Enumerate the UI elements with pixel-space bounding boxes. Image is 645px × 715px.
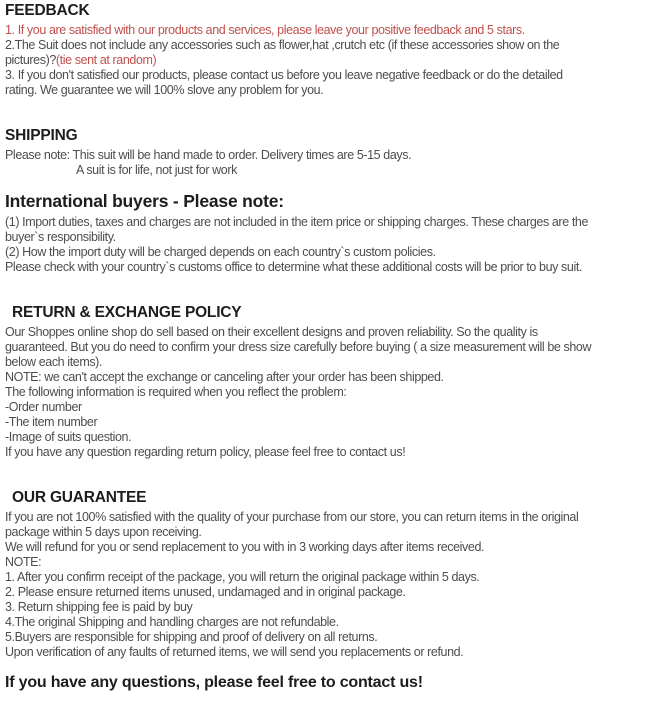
international-buyers-line [5, 230, 637, 245]
body-text: Please note: This suit will be hand made to order. Delivery times are 5-15 days. [5, 148, 412, 162]
section-closing [5, 673, 637, 692]
section-return-exchange-policy [5, 304, 637, 460]
our-guarantee-line [5, 645, 637, 660]
our-guarantee-line [5, 630, 637, 645]
return-exchange-policy-line [5, 445, 637, 460]
body-text: 3. Return shipping fee is paid by buy [5, 600, 193, 614]
our-guarantee-line [5, 600, 637, 615]
our-guarantee-line [5, 540, 637, 555]
our-guarantee-line [5, 615, 637, 630]
body-text: A suit is for life, not just for work [76, 163, 237, 177]
body-text: If you have any questions, please feel free to contact us! [5, 674, 423, 691]
body-text: NOTE: [5, 555, 42, 569]
section-our-guarantee [5, 489, 637, 660]
our-guarantee-line [5, 525, 637, 540]
section-feedback [5, 2, 637, 98]
feedback-heading: FEEDBACK [5, 2, 90, 19]
body-text: package within 5 days upon receiving. [5, 525, 202, 539]
section-shipping [5, 127, 637, 178]
shipping-line [5, 163, 637, 178]
feedback-line [5, 53, 637, 68]
body-text: below each items). [5, 355, 103, 369]
body-text: 1. After you confirm receipt of the package, you will return the original package within 5 days. [5, 570, 480, 584]
body-text: If you are not 100% satisfied with the quality of your purchase from our store, you can return items in the original [5, 510, 579, 524]
international-buyers-heading: International buyers - Please note: [5, 191, 284, 211]
body-text: 5.Buyers are responsible for shipping and proof of delivery on all returns. [5, 630, 378, 644]
body-text: buyer`s responsibility. [5, 230, 116, 244]
our-guarantee-line [5, 555, 637, 570]
body-text: (1) Import duties, taxes and charges are not included in the item price or shipping charges. These charges are the [5, 215, 588, 229]
return-exchange-policy-line [5, 385, 637, 400]
body-text: -The item number [5, 415, 98, 429]
return-exchange-policy-line [5, 325, 637, 340]
international-buyers-line [5, 215, 637, 230]
feedback-line [5, 68, 637, 83]
body-text: If you have any question regarding return policy, please feel free to contact us! [5, 445, 406, 459]
body-text: guaranteed. But you do need to confirm your dress size carefully before buying ( a size measurement will be show [5, 340, 592, 354]
body-text: Please check with your country`s customs office to determine what these additional costs will be prior to buy suit. [5, 260, 582, 274]
return-exchange-policy-line [5, 415, 637, 430]
body-text: (2) How the import duty will be charged depends on each country`s custom policies. [5, 245, 436, 259]
highlighted-text: (tie sent at random) [55, 53, 157, 67]
international-buyers-line [5, 260, 637, 275]
body-text: 2. Please ensure returned items unused, undamaged and in original package. [5, 585, 406, 599]
return-exchange-policy-heading: RETURN & EXCHANGE POLICY [12, 304, 242, 321]
body-text: Our Shoppes online shop do sell based on their excellent designs and proven reliability. So the quality is [5, 325, 538, 339]
return-exchange-policy-line [5, 400, 637, 415]
body-text: 3. If you don't satisfied our products, please contact us before you leave negative feedback or do the detailed [5, 68, 563, 82]
body-text: rating. We guarantee we will 100% slove any problem for you. [5, 83, 324, 97]
feedback-line [5, 83, 637, 98]
return-exchange-policy-line [5, 340, 637, 355]
closing-line [5, 673, 637, 692]
shipping-heading: SHIPPING [5, 127, 78, 144]
body-text: 2.The Suit does not include any accessories such as flower,hat ,crutch etc (if these accessories show on the [5, 38, 560, 52]
return-exchange-policy-line [5, 355, 637, 370]
shipping-line [5, 148, 637, 163]
highlighted-text: 1. If you are satisfied with our products and services, please leave your positive feedback and 5 stars. [5, 23, 525, 37]
body-text: We will refund for you or send replacement to you with in 3 working days after items received. [5, 540, 485, 554]
our-guarantee-heading: OUR GUARANTEE [12, 489, 147, 506]
body-text: NOTE: we can't accept the exchange or canceling after your order has been shipped. [5, 370, 444, 384]
body-text: -Order number [5, 400, 82, 414]
section-international-buyers [5, 192, 637, 275]
our-guarantee-line [5, 510, 637, 525]
international-buyers-line [5, 245, 637, 260]
feedback-line [5, 23, 637, 38]
body-text: 4.The original Shipping and handling charges are not refundable. [5, 615, 339, 629]
body-text: The following information is required when you reflect the problem: [5, 385, 347, 399]
body-text: -Image of suits question. [5, 430, 132, 444]
body-text: Upon verification of any faults of returned items, we will send you replacements or refund. [5, 645, 464, 659]
return-exchange-policy-line [5, 430, 637, 445]
feedback-line [5, 38, 637, 53]
our-guarantee-line [5, 585, 637, 600]
body-text: pictures)? [5, 53, 56, 67]
our-guarantee-line [5, 570, 637, 585]
return-exchange-policy-line [5, 370, 637, 385]
